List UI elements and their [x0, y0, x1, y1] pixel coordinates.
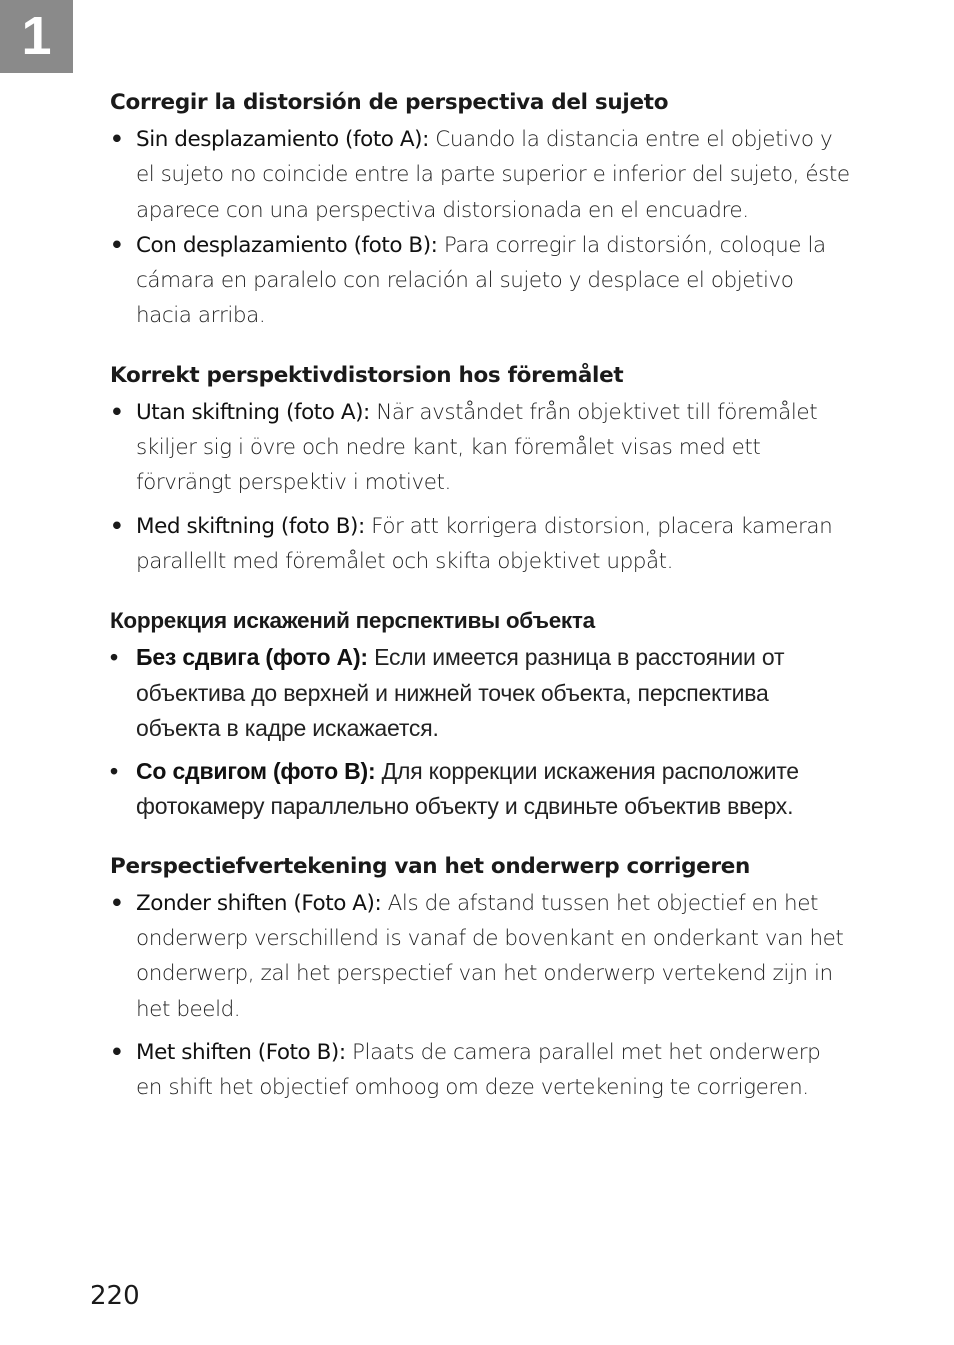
item-lead: Со сдвигом (фото B): [136, 758, 376, 785]
chapter-tab: 1 [0, 0, 73, 73]
list-item [110, 395, 850, 501]
bullet-icon: • [110, 513, 124, 539]
section-dutch [110, 852, 850, 1106]
bullet-list [110, 640, 850, 824]
item-lead: Zonder shiften (Foto A): [136, 890, 382, 916]
list-item [110, 1035, 850, 1106]
list-item [110, 640, 850, 746]
list-item [110, 228, 850, 334]
section-heading: Perspectiefvertekening van het onderwerp corrigeren [110, 853, 751, 879]
bullet-icon: • [110, 890, 124, 916]
item-text: Cuando la distancia entre el objetivo y el sujeto no coincide entre la parte superior e inferior del sujeto, éste aparece con una perspectiva distorsionada en el encuadre. [136, 127, 850, 223]
page-number: 220 [90, 1281, 140, 1311]
section-heading: Коррекция искажений перспективы объекта [110, 608, 595, 634]
item-lead: Med skiftning (foto B): [136, 513, 365, 539]
bullet-list [110, 886, 850, 1106]
item-lead: Met shiften (Foto B): [136, 1039, 346, 1065]
item-text: När avståndet från objektivet till föremålet skiljer sig i övre och nedre kant, kan föremålet visas med ett förvrängt perspektiv i motivet. [136, 399, 818, 496]
bullet-icon: • [110, 758, 118, 785]
item-text: För att korrigera distorsion, placera kameran parallellt med föremålet och skifta objektivet uppåt. [136, 513, 833, 574]
section-heading: Corregir la distorsión de perspectiva del sujeto [110, 90, 669, 115]
bullet-icon: • [110, 644, 118, 671]
bullet-list [110, 395, 850, 579]
bullet-icon: • [110, 232, 124, 258]
item-text: Для коррекции искажения расположите фотокамеру параллельно объекту и сдвиньте объектив вверх. [136, 758, 799, 820]
section-heading: Korrekt perspektivdistorsion hos föremålet [110, 362, 624, 388]
item-lead: Utan skiftning (foto A): [136, 399, 370, 425]
item-text: Plaats de camera parallel met het onderwerp en shift het objectief omhoog om deze vertekening te corrigeren. [136, 1039, 821, 1101]
list-item [110, 122, 850, 228]
bullet-icon: • [110, 1039, 124, 1065]
item-lead: Con desplazamiento (foto B): [136, 232, 438, 258]
bullet-list [110, 122, 850, 334]
list-item [110, 509, 850, 580]
bullet-icon: • [110, 399, 124, 425]
item-lead: Без сдвига (фото A): [136, 644, 368, 671]
item-text: Para corregir la distorsión, coloque la cámara en paralelo con relación al sujeto y desplace el objetivo hacia arriba. [136, 232, 826, 329]
list-item [110, 886, 850, 1027]
item-lead: Sin desplazamiento (foto A): [136, 127, 429, 152]
bullet-icon: • [110, 127, 124, 152]
section-russian [110, 606, 850, 824]
item-text: Als de afstand tussen het objectief en het onderwerp verschillend is vanaf de bovenkant en onderkant van het onderwerp, zal het perspectief van het onderwerp vertekend zijn in het beeld. [136, 890, 844, 1022]
section-spanish [110, 88, 850, 334]
item-text: Если имеется разница в расстоянии от объектива до верхней и нижней точек объекта, перспектива объекта в кадре искажается. [136, 644, 785, 741]
list-item [110, 754, 850, 825]
section-swedish [110, 361, 850, 579]
page-content [110, 88, 850, 1106]
